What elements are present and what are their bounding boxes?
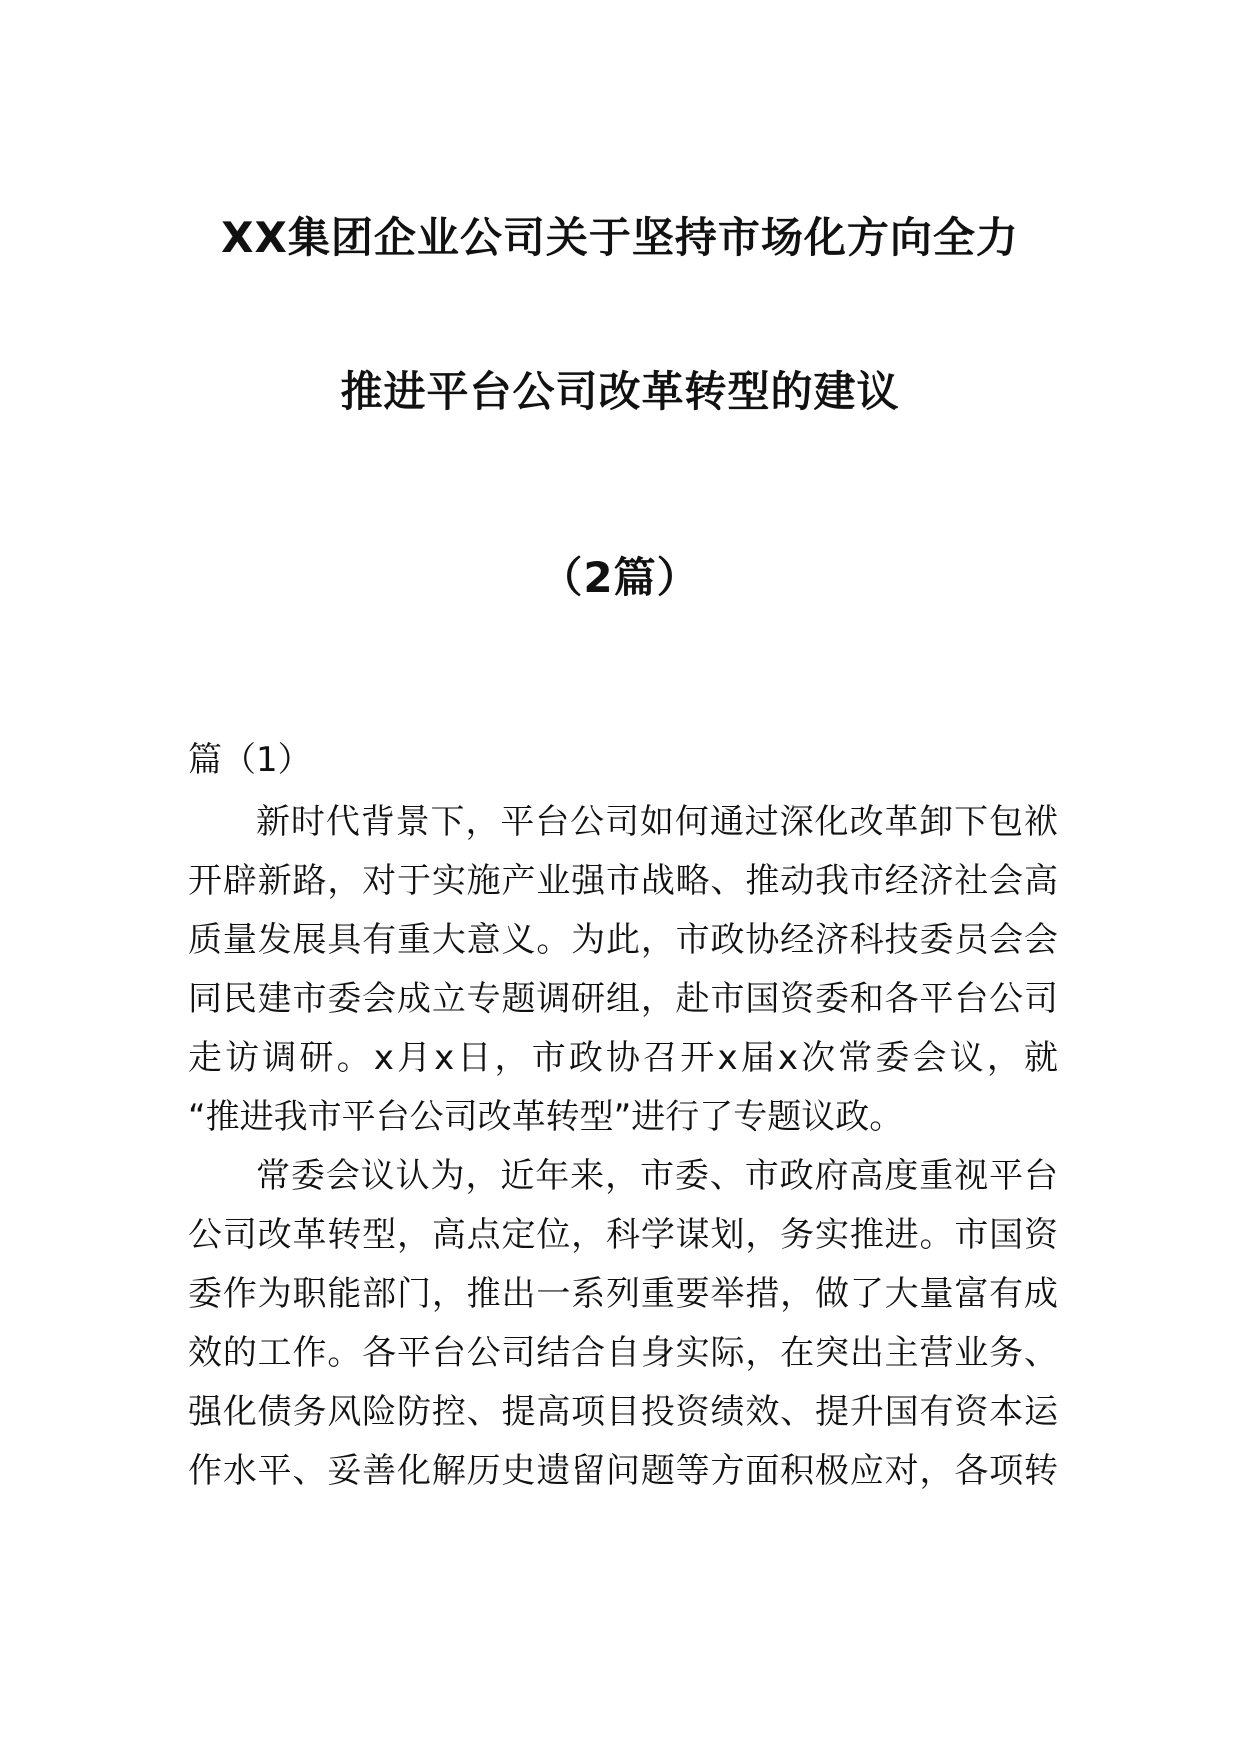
body-line: 作水平、妥善化解历史遗留问题等方面积极应对，各项转	[188, 1451, 1058, 1491]
body-line: 开辟新路，对于实施产业强市战略、推动我市经济社会高	[188, 861, 1058, 901]
body-line: 委作为职能部门，推出一系列重要举措，做了大量富有成	[188, 1274, 1058, 1314]
body-line: 质量发展具有重大意义。为此，市政协经济科技委员会会	[188, 920, 1058, 960]
body-line: 公司改革转型，高点定位，科学谋划，务实推进。市国资	[188, 1215, 1058, 1255]
body-line: 强化债务风险防控、提高项目投资绩效、提升国有资本运	[188, 1392, 1058, 1432]
body-line: 常委会议认为，近年来，市委、市政府高度重视平台	[256, 1156, 1058, 1196]
body-line: “推进我市平台公司改革转型”进行了专题议政。	[188, 1097, 904, 1137]
body-line: 同民建市委会成立专题调研组，赴市国资委和各平台公司	[188, 979, 1058, 1019]
body-line: 新时代背景下，平台公司如何通过深化改革卸下包袱	[256, 802, 1058, 842]
title-line-3: （2篇）	[540, 553, 700, 602]
body-line: 效的工作。各平台公司结合自身实际，在突出主营业务、	[188, 1333, 1058, 1373]
body-line: 走访调研。x月x日，市政协召开x届x次常委会议，就	[188, 1038, 1058, 1078]
title-line-1: XX集团企业公司关于坚持市场化方向全力	[221, 213, 1019, 262]
title-line-2: 推进平台公司改革转型的建议	[340, 367, 900, 416]
section-label: 篇（1）	[188, 740, 312, 780]
